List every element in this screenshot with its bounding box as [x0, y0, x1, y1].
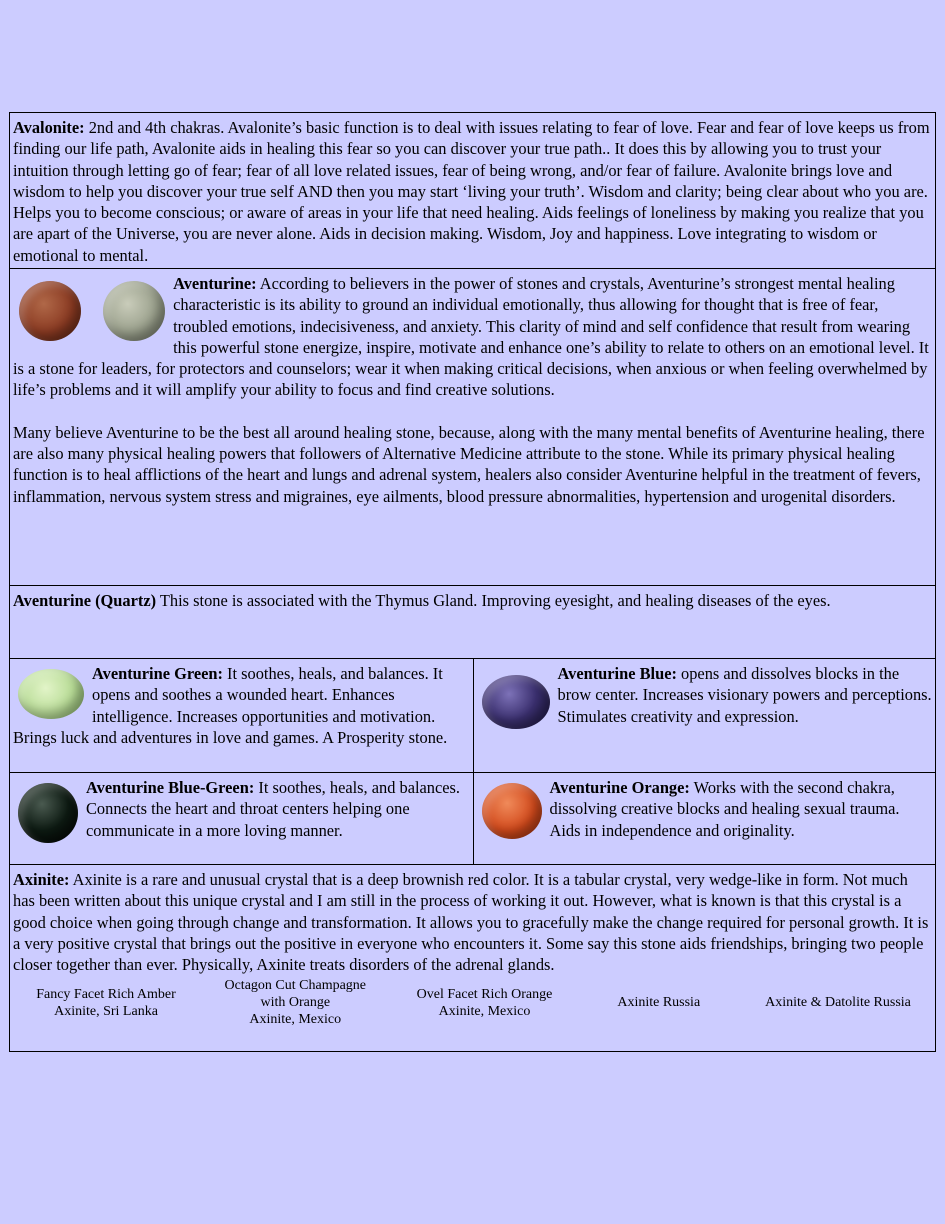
aventurine-section	[10, 269, 935, 586]
aventurine-orange-cell	[473, 773, 936, 864]
avalonite-text: 2nd and 4th chakras. Avalonite’s basic function is to deal with issues relating to fear of love. Fear and fear of love keeps us from finding our life path, Avalonite aids in healing this fear so you can discover your true path.. It does this by allowing you to trust your intuition through letting go of fear; fear of all love related issues, fear of being wrong, and/or fear of failure. Avalonite brings love and wisdom to help you discover your true self AND then you may start ‘living your truth’. Wisdom and clarity; being clear about who you are. Helps you to become conscious; or aware of areas in your life that need healing. Aids feelings of loneliness by making you realize that you are apart of the Universe, you are never alone. Aids in decision making. Wisdom, Joy and happiness. Love integrating to wisdom or emotional to mental.	[13, 118, 930, 265]
aventurine-quartz-section	[10, 586, 935, 659]
aventurine-red-stone-image	[19, 281, 81, 341]
avalonite-title: Avalonite:	[13, 118, 85, 137]
aventurine-blue-title: Aventurine Blue:	[557, 664, 677, 683]
axinite-caption-1: Fancy Facet Rich Amber Axinite, Sri Lanka	[36, 986, 176, 1019]
aventurine-orange-title: Aventurine Orange:	[549, 778, 690, 797]
axinite-caption-5: Axinite & Datolite Russia	[765, 995, 911, 1011]
axinite-text: Axinite is a rare and unusual crystal that is a deep brownish red color. It is a tabular crystal, very wedge-like in form. Not much has been written about this unique crystal and I am still in the process of working it out. However, what is known is that this crystal is a good choice when going through change and transformation. It allows you to gracefully make the change required for personal growth. It is a very positive crystal that brings out the positive in everyone who encounters it. Some say this stone aids friendships, bringing two people closer together than ever. Physically, Axinite treats disorders of the adrenal glands.	[13, 870, 929, 975]
aventurine-blue-green-cell	[10, 773, 473, 864]
aventurine-blue-green-stone-image	[18, 783, 78, 843]
aventurine-title: Aventurine:	[173, 274, 257, 293]
aventurine-row-2	[10, 773, 935, 865]
aventurine-blue-green-text: It soothes, heals, and balances. Connects the heart and throat centers helping one communicate in a more loving manner.	[86, 778, 461, 840]
axinite-caption-3: Ovel Facet Rich Orange Axinite, Mexico	[416, 986, 553, 1019]
axinite-section	[10, 865, 935, 1051]
axinite-caption-2: Octagon Cut Champagne with Orange Axinite, Mexico	[224, 978, 367, 1028]
aventurine-green-text: It soothes, heals, and balances. It opens and soothes a wounded heart. Enhances intelligence. Increases opportunities and motivation. Brings luck and adventures in love and games. A Prosperity stone.	[13, 664, 448, 747]
aventurine-orange-text: Works with the second chakra, dissolving creative blocks and healing sexual trauma. Aids in independence and originality.	[549, 778, 900, 840]
aventurine-quartz-title: Aventurine (Quartz)	[13, 591, 157, 610]
aventurine-quartz-text: This stone is associated with the Thymus Gland. Improving eyesight, and healing diseases of the eyes.	[156, 591, 831, 610]
aventurine-blue-cell	[473, 659, 936, 772]
aventurine-row-1	[10, 659, 935, 773]
aventurine-grey-stone-image	[103, 281, 165, 341]
aventurine-green-title: Aventurine Green:	[92, 664, 223, 683]
aventurine-stones	[19, 281, 165, 346]
gemstone-table	[9, 112, 936, 1052]
aventurine-orange-stone-image	[482, 783, 542, 839]
avalonite-section	[10, 113, 935, 269]
axinite-captions	[13, 975, 932, 1032]
aventurine-text-2: Many believe Aventurine to be the best all around healing stone, because, along with the many mental benefits of Aventurine healing, there are also many physical healing powers that followers of Alternative Medicine attribute to the stone. While its primary physical healing function is to heal afflictions of the heart and lungs and adrenal system, healers also consider Aventurine helpful in the treatment of fevers, inflammation, nervous system stress and migraines, eye ailments, blood pressure abnormalities, hypertension and urogenital disorders.	[13, 422, 925, 506]
aventurine-blue-text: opens and dissolves blocks in the brow center. Increases visionary powers and perceptions. Stimulates creativity and expression.	[557, 664, 932, 726]
aventurine-text-1: According to believers in the power of stones and crystals, Aventurine’s strongest mental healing characteristic is its ability to ground an individual emotionally, thus allowing for thought that is free of fear, troubled emotions, indecisiveness, and anxiety. This clarity of mind and self confidence that result from wearing this powerful stone energize, inspire, motivate and enhance one’s ability to relate to others on an emotional level. It is a stone for leaders, for protectors and counselors; wear it when making critical decisions, when anxious or when feeling overwhelmed by life’s problems and it will amplify your ability to focus and find creative solutions.	[13, 274, 929, 400]
axinite-caption-4: Axinite Russia	[617, 995, 701, 1011]
aventurine-green-stone-image	[18, 669, 84, 719]
aventurine-blue-green-title: Aventurine Blue-Green:	[86, 778, 255, 797]
axinite-title: Axinite:	[13, 870, 70, 889]
aventurine-green-cell	[10, 659, 473, 772]
aventurine-blue-stone-image	[482, 675, 550, 729]
